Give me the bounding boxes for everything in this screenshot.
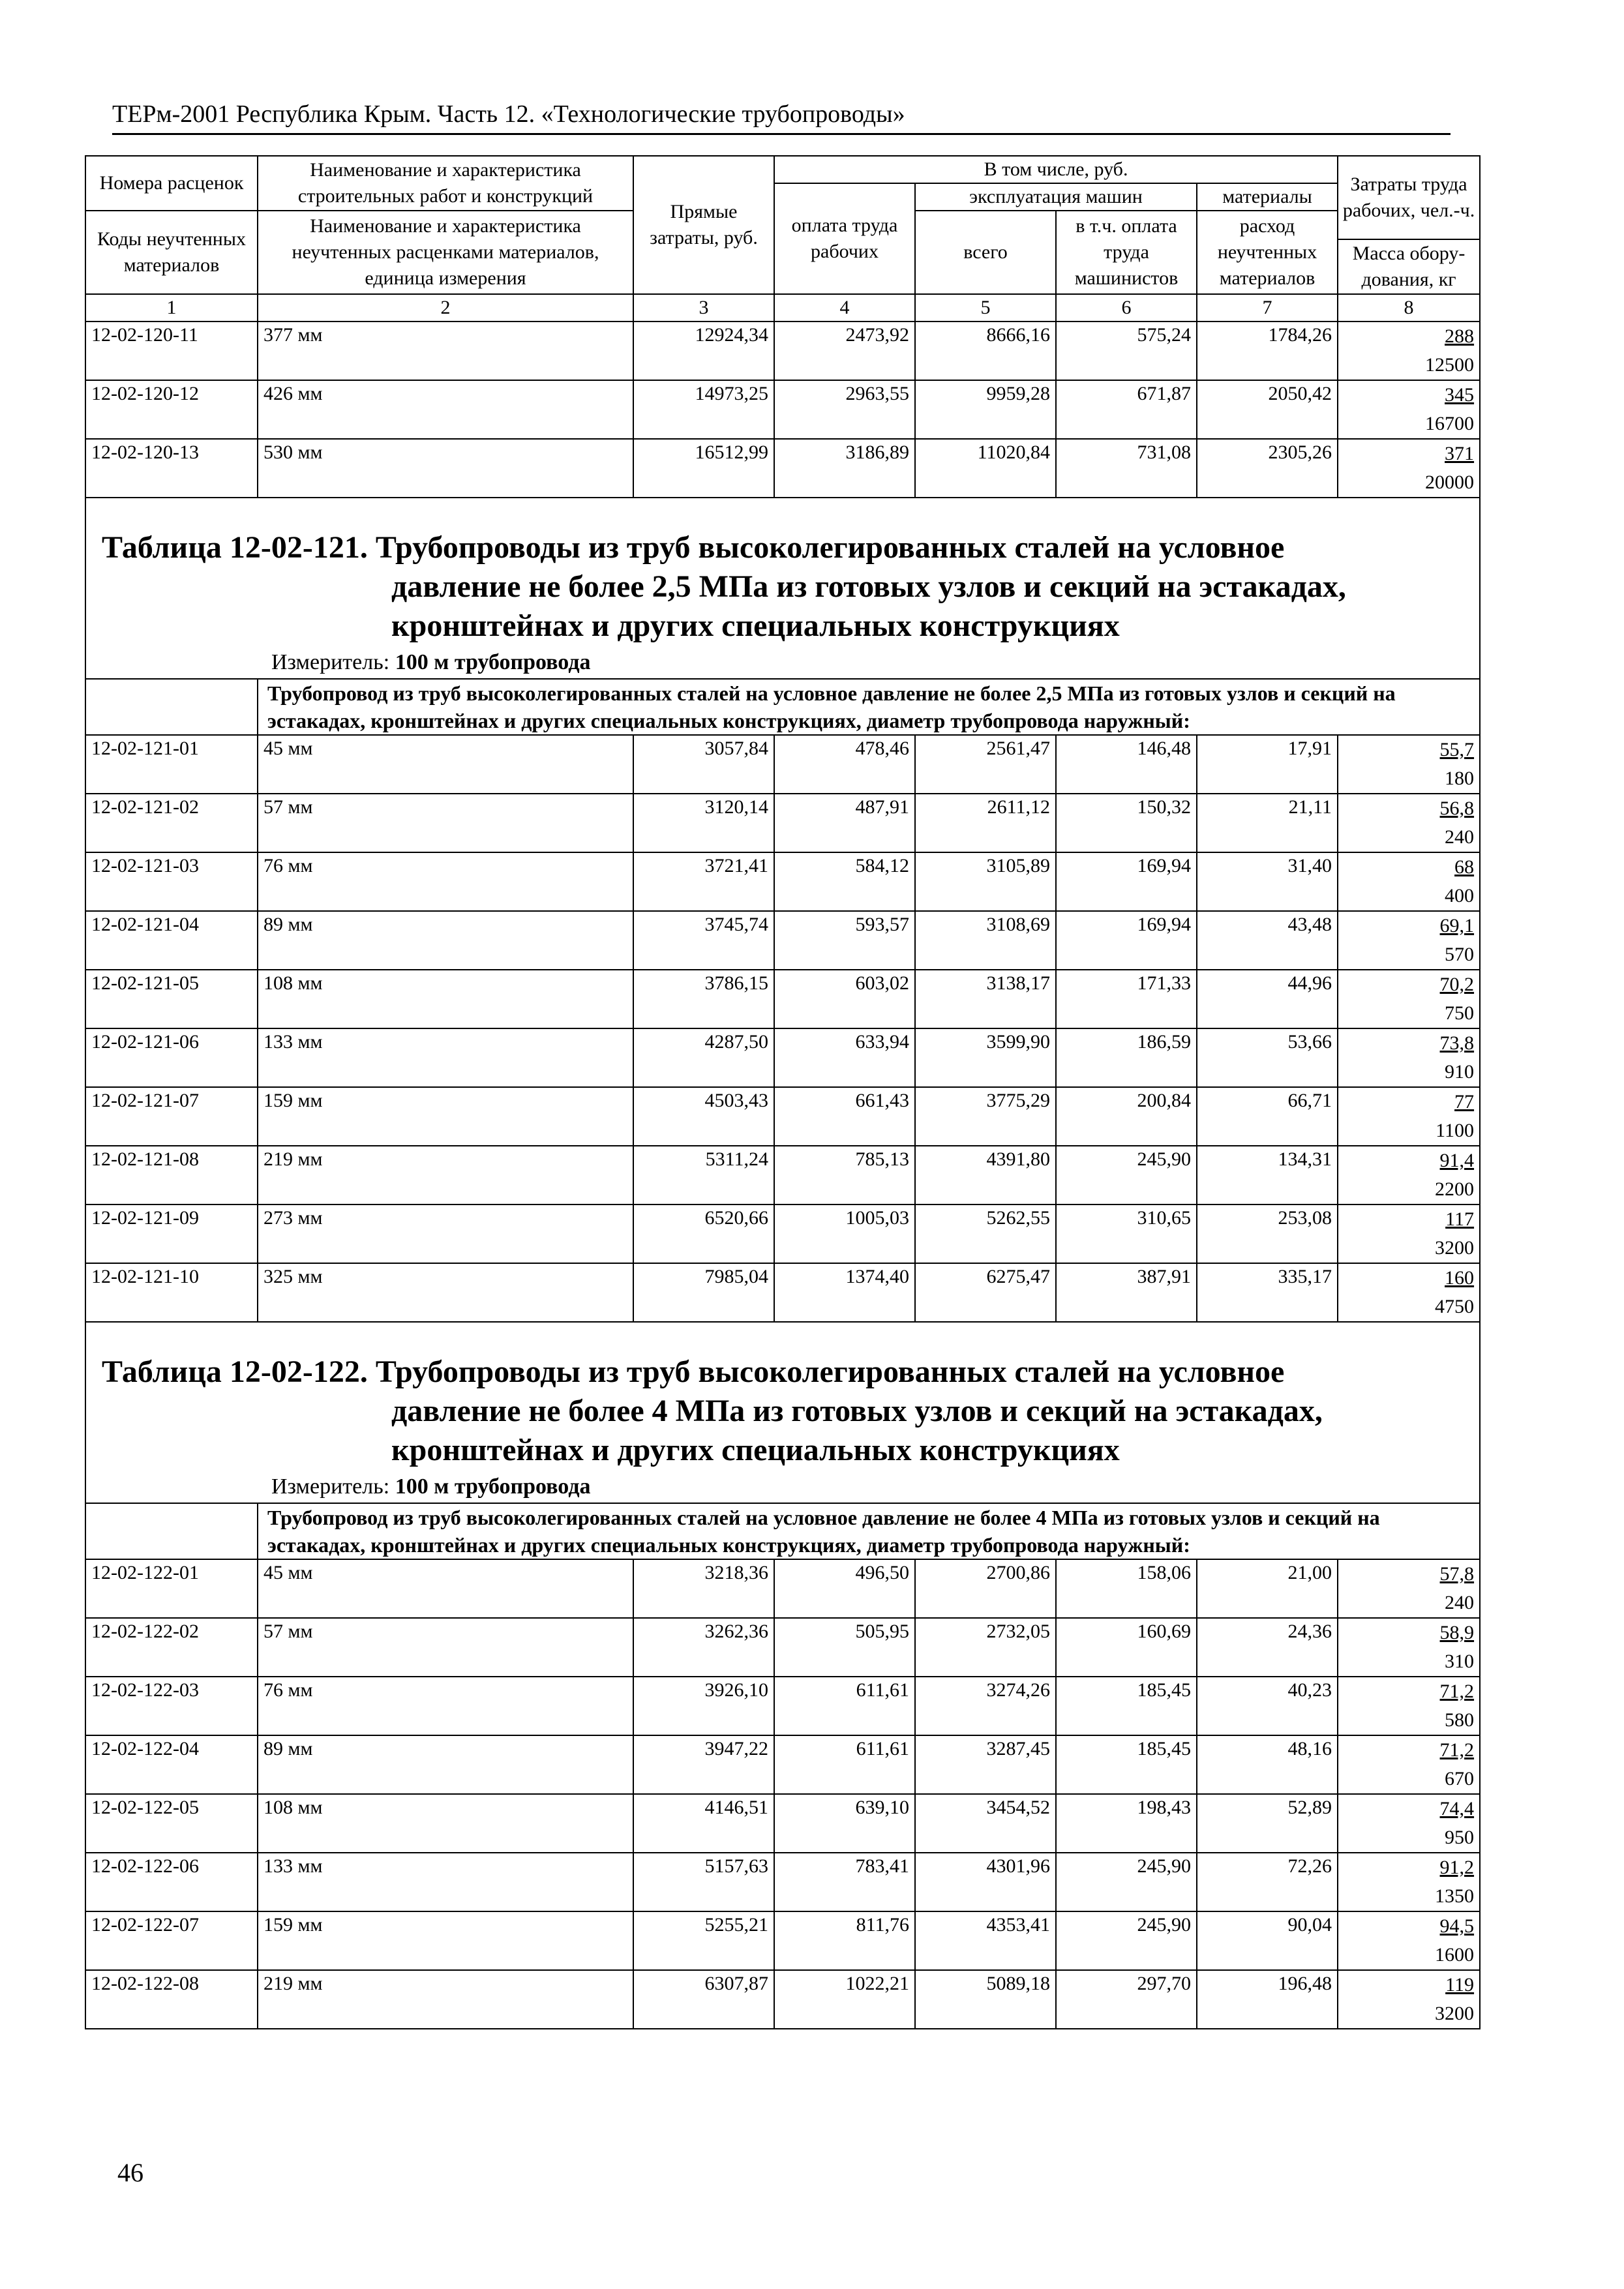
col1-top-header: Номера расценок [85, 156, 258, 211]
labor-and-mass [1338, 852, 1480, 911]
labor-costs: 94,5 [1439, 1915, 1475, 1937]
labor-and-mass [1338, 735, 1480, 794]
materials: 44,96 [1197, 970, 1338, 1028]
materials: 90,04 [1197, 1911, 1338, 1970]
labor-and-mass [1338, 1204, 1480, 1263]
section-description: Трубопровод из труб высоколегированных сталей на условное давление не более 2,5 МПа из готовых узлов и секций на эстакадах, кронштейнах и других специальных конструкциях, диаметр трубопровода наружный: [258, 679, 1480, 735]
materials: 2305,26 [1197, 439, 1338, 498]
col-number: 4 [774, 294, 915, 322]
direct-costs: 3745,74 [633, 911, 774, 970]
materials-unaccounted-header: расход неучтенных материалов [1197, 211, 1338, 294]
rate-code: 12-02-120-13 [85, 439, 258, 498]
materials: 72,26 [1197, 1853, 1338, 1911]
labor-costs: 73,8 [1439, 1032, 1475, 1054]
header-rule [112, 133, 1451, 135]
rate-name: 76 мм [258, 1677, 633, 1735]
worker-wages: 1022,21 [774, 1970, 915, 2029]
machinists-wages: 169,94 [1056, 911, 1197, 970]
equipment-mass: 12500 [1425, 354, 1475, 376]
rate-name: 57 мм [258, 794, 633, 852]
labor-and-mass [1338, 1087, 1480, 1146]
labor-costs: 71,2 [1439, 1739, 1475, 1761]
worker-wages: 496,50 [774, 1559, 915, 1618]
table-row [85, 1146, 1480, 1204]
equipment-mass: 3200 [1435, 2003, 1475, 2024]
machinists-wages: 387,91 [1056, 1263, 1197, 1322]
rate-code: 12-02-121-03 [85, 852, 258, 911]
labor-and-mass [1338, 380, 1480, 439]
table-row [85, 1087, 1480, 1146]
materials: 134,31 [1197, 1146, 1338, 1204]
wages-header: оплата труда рабочих [774, 183, 915, 294]
machines-total: 4301,96 [915, 1853, 1056, 1911]
worker-wages: 661,43 [774, 1087, 915, 1146]
worker-wages: 487,91 [774, 794, 915, 852]
table-row [85, 1204, 1480, 1263]
rate-code: 12-02-120-11 [85, 322, 258, 380]
labor-and-mass [1338, 1028, 1480, 1087]
section-measure: Измеритель: 100 м трубопровода [271, 1474, 591, 1499]
labor-and-mass [1338, 1911, 1480, 1970]
machines-total: 3274,26 [915, 1677, 1056, 1735]
machinists-wages: 245,90 [1056, 1146, 1197, 1204]
direct-costs: 16512,99 [633, 439, 774, 498]
rates-table [85, 155, 1481, 2029]
labor-costs: 69,1 [1439, 915, 1475, 936]
equipment-mass: 310 [1445, 1651, 1475, 1672]
machinists-wages: 671,87 [1056, 380, 1197, 439]
rate-name: 426 мм [258, 380, 633, 439]
direct-costs: 7985,04 [633, 1263, 774, 1322]
direct-costs: 4503,43 [633, 1087, 774, 1146]
worker-wages: 785,13 [774, 1146, 915, 1204]
equipment-mass: 240 [1445, 1592, 1475, 1613]
rows-table-12-02-120 [85, 322, 1480, 498]
labor-and-mass [1338, 1146, 1480, 1204]
machines-header: эксплуатация машин [915, 183, 1197, 211]
worker-wages: 603,02 [774, 970, 915, 1028]
worker-wages: 639,10 [774, 1794, 915, 1853]
worker-wages: 593,57 [774, 911, 915, 970]
section-title: Таблица 12-02-122. Трубопроводы из труб высоколегированных сталей на условное давление не более 4 МПа из готовых узлов и секций на эстакадах, кронштейнах и других специальных конструкциях [102, 1354, 1323, 1467]
machinists-wages: 731,08 [1056, 439, 1197, 498]
col2-bottom-header: Наименование и характеристика неучтенных расценками материалов, единица измерения [258, 211, 633, 294]
rate-name: 89 мм [258, 1735, 633, 1794]
labor-and-mass [1338, 911, 1480, 970]
labor-costs: 288 [1445, 325, 1475, 347]
including-header: В том числе, руб. [774, 156, 1338, 183]
rate-name: 133 мм [258, 1853, 633, 1911]
col-number: 7 [1197, 294, 1338, 322]
table-row [85, 735, 1480, 794]
labor-costs: 68 [1454, 856, 1475, 878]
machinists-wages: 297,70 [1056, 1970, 1197, 2029]
col-number: 5 [915, 294, 1056, 322]
machinists-wages: 160,69 [1056, 1618, 1197, 1677]
table-row [85, 439, 1480, 498]
direct-costs: 6307,87 [633, 1970, 774, 2029]
rate-name: 377 мм [258, 322, 633, 380]
rate-name: 57 мм [258, 1618, 633, 1677]
rate-name: 108 мм [258, 970, 633, 1028]
labor-costs: 70,2 [1439, 974, 1475, 995]
labor-costs: 74,4 [1439, 1798, 1475, 1819]
rate-code: 12-02-121-05 [85, 970, 258, 1028]
rate-name: 45 мм [258, 1559, 633, 1618]
equipment-mass: 180 [1445, 768, 1475, 789]
materials: 17,91 [1197, 735, 1338, 794]
labor-and-mass [1338, 1970, 1480, 2029]
section-title: Таблица 12-02-121. Трубопроводы из труб высоколегированных сталей на условное давление не более 2,5 МПа из готовых узлов и секций на эстакадах, кронштейнах и других специальных конструкциях [102, 530, 1346, 643]
direct-costs: 3218,36 [633, 1559, 774, 1618]
table-row [85, 1618, 1480, 1677]
rate-code: 12-02-121-01 [85, 735, 258, 794]
materials: 24,36 [1197, 1618, 1338, 1677]
equipment-mass: 1600 [1435, 1944, 1475, 1966]
worker-wages: 611,61 [774, 1677, 915, 1735]
machines-total: 3454,52 [915, 1794, 1056, 1853]
table-row [85, 1735, 1480, 1794]
materials-header: материалы [1197, 183, 1338, 211]
rate-code: 12-02-121-06 [85, 1028, 258, 1087]
labor-costs: 160 [1445, 1267, 1475, 1289]
col-number: 1 [85, 294, 258, 322]
section-12-02-121 [85, 498, 1480, 735]
labor-and-mass [1338, 794, 1480, 852]
direct-costs: 5311,24 [633, 1146, 774, 1204]
rate-name: 219 мм [258, 1146, 633, 1204]
machinists-wages: 310,65 [1056, 1204, 1197, 1263]
equipment-mass: 1350 [1435, 1885, 1475, 1907]
mass-header: Масса обору-дования, кг [1338, 239, 1480, 294]
labor-and-mass [1338, 1559, 1480, 1618]
rate-code: 12-02-121-07 [85, 1087, 258, 1146]
machinists-wages: 185,45 [1056, 1677, 1197, 1735]
machines-total: 2561,47 [915, 735, 1056, 794]
rate-code: 12-02-121-10 [85, 1263, 258, 1322]
rate-code: 12-02-121-09 [85, 1204, 258, 1263]
machines-total: 3105,89 [915, 852, 1056, 911]
machines-total: 3775,29 [915, 1087, 1056, 1146]
materials: 1784,26 [1197, 322, 1338, 380]
labor-costs: 371 [1445, 443, 1475, 464]
machines-total: 3599,90 [915, 1028, 1056, 1087]
labor-and-mass [1338, 1618, 1480, 1677]
direct-costs: 5255,21 [633, 1911, 774, 1970]
labor-header: Затраты труда рабочих, чел.-ч. [1338, 156, 1480, 239]
labor-costs: 55,7 [1439, 739, 1475, 760]
direct-costs: 4287,50 [633, 1028, 774, 1087]
table-row [85, 1263, 1480, 1322]
equipment-mass: 20000 [1425, 471, 1475, 493]
worker-wages: 505,95 [774, 1618, 915, 1677]
machinists-wages: 200,84 [1056, 1087, 1197, 1146]
worker-wages: 1374,40 [774, 1263, 915, 1322]
machines-total: 5089,18 [915, 1970, 1056, 2029]
equipment-mass: 4750 [1435, 1296, 1475, 1317]
rate-name: 108 мм [258, 1794, 633, 1853]
worker-wages: 478,46 [774, 735, 915, 794]
labor-costs: 56,8 [1439, 798, 1475, 819]
section-title-cell [85, 498, 1480, 679]
machinists-wages: 169,94 [1056, 852, 1197, 911]
labor-costs: 57,8 [1439, 1563, 1475, 1585]
labor-and-mass [1338, 1794, 1480, 1853]
col1-bottom-header: Коды неучтенных материалов [85, 211, 258, 294]
col-number: 8 [1338, 294, 1480, 322]
labor-and-mass [1338, 1677, 1480, 1735]
direct-costs: 3057,84 [633, 735, 774, 794]
equipment-mass: 2200 [1435, 1178, 1475, 1200]
machines-total-header: всего [915, 211, 1056, 294]
machinists-wages: 186,59 [1056, 1028, 1197, 1087]
worker-wages: 584,12 [774, 852, 915, 911]
rate-code: 12-02-122-01 [85, 1559, 258, 1618]
equipment-mass: 570 [1445, 944, 1475, 965]
labor-costs: 119 [1445, 1974, 1475, 1996]
machinists-wages: 198,43 [1056, 1794, 1197, 1853]
rate-name: 89 мм [258, 911, 633, 970]
machines-total: 3108,69 [915, 911, 1056, 970]
table-row [85, 852, 1480, 911]
machines-total: 3138,17 [915, 970, 1056, 1028]
worker-wages: 611,61 [774, 1735, 915, 1794]
labor-costs: 58,9 [1439, 1622, 1475, 1643]
direct-costs: 14973,25 [633, 380, 774, 439]
labor-and-mass [1338, 1263, 1480, 1322]
materials: 40,23 [1197, 1677, 1338, 1735]
machines-wages-header: в т.ч. оплата труда машинистов [1056, 211, 1197, 294]
labor-and-mass [1338, 1853, 1480, 1911]
worker-wages: 3186,89 [774, 439, 915, 498]
rate-name: 159 мм [258, 1087, 633, 1146]
table-row [85, 970, 1480, 1028]
rate-name: 133 мм [258, 1028, 633, 1087]
machines-total: 2611,12 [915, 794, 1056, 852]
labor-and-mass [1338, 322, 1480, 380]
rate-name: 325 мм [258, 1263, 633, 1322]
materials: 66,71 [1197, 1087, 1338, 1146]
direct-costs: 3120,14 [633, 794, 774, 852]
rate-name: 530 мм [258, 439, 633, 498]
equipment-mass: 240 [1445, 826, 1475, 848]
materials: 21,11 [1197, 794, 1338, 852]
col-number: 2 [258, 294, 633, 322]
machinists-wages: 575,24 [1056, 322, 1197, 380]
worker-wages: 2963,55 [774, 380, 915, 439]
table-row [85, 794, 1480, 852]
machines-total: 5262,55 [915, 1204, 1056, 1263]
rate-name: 159 мм [258, 1911, 633, 1970]
machines-total: 6275,47 [915, 1263, 1056, 1322]
labor-costs: 91,4 [1439, 1150, 1475, 1171]
page-header: ТЕРм-2001 Республика Крым. Часть 12. «Технологические трубопроводы» [112, 100, 905, 128]
machines-total: 4391,80 [915, 1146, 1056, 1204]
section-description: Трубопровод из труб высоколегированных сталей на условное давление не более 4 МПа из готовых узлов и секций на эстакадах, кронштейнах и других специальных конструкциях, диаметр трубопровода наружный: [258, 1503, 1480, 1559]
table-row [85, 1559, 1480, 1618]
equipment-mass: 3200 [1435, 1237, 1475, 1259]
rate-code: 12-02-122-08 [85, 1970, 258, 2029]
rate-name: 45 мм [258, 735, 633, 794]
equipment-mass: 910 [1445, 1061, 1475, 1083]
section-measure: Измеритель: 100 м трубопровода [271, 650, 591, 674]
equipment-mass: 950 [1445, 1827, 1475, 1848]
materials: 196,48 [1197, 1970, 1338, 2029]
table-row [85, 1028, 1480, 1087]
direct-costs: 5157,63 [633, 1853, 774, 1911]
machines-total: 9959,28 [915, 380, 1056, 439]
materials: 335,17 [1197, 1263, 1338, 1322]
worker-wages: 783,41 [774, 1853, 915, 1911]
labor-costs: 345 [1445, 384, 1475, 406]
labor-costs: 77 [1454, 1091, 1475, 1113]
worker-wages: 2473,92 [774, 322, 915, 380]
direct-costs: 3262,36 [633, 1618, 774, 1677]
direct-costs: 3947,22 [633, 1735, 774, 1794]
rate-code: 12-02-122-06 [85, 1853, 258, 1911]
rate-code: 12-02-122-07 [85, 1911, 258, 1970]
table-row [85, 322, 1480, 380]
rate-code: 12-02-122-05 [85, 1794, 258, 1853]
machinists-wages: 146,48 [1056, 735, 1197, 794]
materials: 52,89 [1197, 1794, 1338, 1853]
table-row [85, 1794, 1480, 1853]
direct-costs: 6520,66 [633, 1204, 774, 1263]
materials: 48,16 [1197, 1735, 1338, 1794]
rate-code: 12-02-121-08 [85, 1146, 258, 1204]
col-number: 3 [633, 294, 774, 322]
labor-and-mass [1338, 439, 1480, 498]
machines-total: 3287,45 [915, 1735, 1056, 1794]
rate-name: 219 мм [258, 1970, 633, 2029]
rate-code: 12-02-121-02 [85, 794, 258, 852]
machinists-wages: 158,06 [1056, 1559, 1197, 1618]
rate-name: 76 мм [258, 852, 633, 911]
materials: 43,48 [1197, 911, 1338, 970]
machines-total: 4353,41 [915, 1911, 1056, 1970]
section-title-cell [85, 1322, 1480, 1503]
rate-code: 12-02-122-04 [85, 1735, 258, 1794]
rate-name: 273 мм [258, 1204, 633, 1263]
rows-table-12-02-122 [85, 1559, 1480, 2029]
machinists-wages: 171,33 [1056, 970, 1197, 1028]
col-number: 6 [1056, 294, 1197, 322]
table-row [85, 911, 1480, 970]
rate-code: 12-02-120-12 [85, 380, 258, 439]
labor-costs: 117 [1445, 1208, 1475, 1230]
materials: 21,00 [1197, 1559, 1338, 1618]
page-number: 46 [117, 2158, 143, 2187]
machines-total: 2700,86 [915, 1559, 1056, 1618]
machines-total: 2732,05 [915, 1618, 1056, 1677]
equipment-mass: 400 [1445, 885, 1475, 906]
rate-code: 12-02-122-02 [85, 1618, 258, 1677]
table-head [85, 156, 1480, 322]
materials: 53,66 [1197, 1028, 1338, 1087]
equipment-mass: 750 [1445, 1002, 1475, 1024]
table-row [85, 1677, 1480, 1735]
equipment-mass: 580 [1445, 1709, 1475, 1731]
direct-costs: 12924,34 [633, 322, 774, 380]
rate-code: 12-02-121-04 [85, 911, 258, 970]
machines-total: 11020,84 [915, 439, 1056, 498]
col2-top-header: Наименование и характеристика строительных работ и конструкций [258, 156, 633, 211]
worker-wages: 633,94 [774, 1028, 915, 1087]
section-12-02-122 [85, 1322, 1480, 1559]
materials: 253,08 [1197, 1204, 1338, 1263]
rate-code: 12-02-122-03 [85, 1677, 258, 1735]
machinists-wages: 245,90 [1056, 1853, 1197, 1911]
equipment-mass: 16700 [1425, 413, 1475, 434]
direct-costs: 3721,41 [633, 852, 774, 911]
labor-costs: 91,2 [1439, 1857, 1475, 1878]
direct-costs: 3926,10 [633, 1677, 774, 1735]
labor-costs: 71,2 [1439, 1681, 1475, 1702]
table-row [85, 1911, 1480, 1970]
materials: 31,40 [1197, 852, 1338, 911]
worker-wages: 811,76 [774, 1911, 915, 1970]
table-row [85, 1853, 1480, 1911]
labor-and-mass [1338, 1735, 1480, 1794]
materials: 2050,42 [1197, 380, 1338, 439]
machinists-wages: 185,45 [1056, 1735, 1197, 1794]
rows-table-12-02-121 [85, 735, 1480, 1322]
direct-costs: 4146,51 [633, 1794, 774, 1853]
machinists-wages: 245,90 [1056, 1911, 1197, 1970]
direct-costs: 3786,15 [633, 970, 774, 1028]
equipment-mass: 670 [1445, 1768, 1475, 1789]
labor-and-mass [1338, 970, 1480, 1028]
table-row [85, 1970, 1480, 2029]
machines-total: 8666,16 [915, 322, 1056, 380]
direct-costs-header: Прямые затраты, руб. [633, 156, 774, 294]
machinists-wages: 150,32 [1056, 794, 1197, 852]
equipment-mass: 1100 [1436, 1120, 1475, 1141]
table-row [85, 380, 1480, 439]
worker-wages: 1005,03 [774, 1204, 915, 1263]
